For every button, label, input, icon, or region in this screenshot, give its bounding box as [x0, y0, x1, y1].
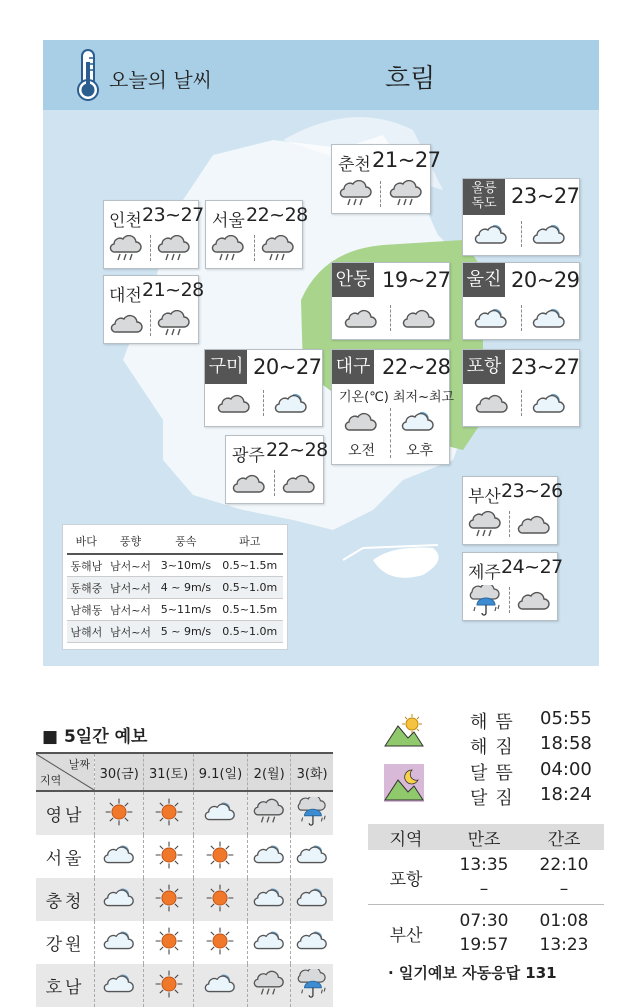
partly-cloudy-icon: [400, 408, 436, 436]
city-card-ulleung: [462, 178, 580, 256]
city-temp: 19~27: [382, 268, 451, 292]
sun-icon: [154, 883, 184, 913]
city-name: 대전: [109, 286, 142, 306]
city-tag: 포항: [463, 350, 505, 384]
moonrise-time: 04:00: [540, 759, 592, 780]
city-tag: 구미: [205, 350, 247, 384]
tide-place: 부산: [389, 925, 423, 946]
sea-header: 풍향: [106, 529, 156, 554]
table-row: 동해중 남서~서 4 ~ 9m/s 0.5~1.0m: [67, 577, 283, 599]
sunset-time: 18:58: [540, 733, 592, 754]
moonset-label: 달짐: [470, 788, 521, 809]
forecast-region: 강원: [45, 935, 85, 955]
sun-icon: [154, 840, 184, 870]
tide-table: [368, 824, 604, 961]
city-card-daejeon: [103, 275, 204, 344]
city-temp: 22~28: [266, 439, 328, 461]
cloud-icon: [515, 511, 551, 539]
city-tag: 울릉 독도: [463, 179, 505, 215]
partly-cloudy-icon: [102, 926, 136, 956]
sun-icon: [104, 797, 134, 827]
partly-cloudy-icon: [473, 305, 509, 333]
cloud-icon: [342, 408, 378, 436]
cloud-icon: [400, 305, 436, 333]
sea-header: 바다: [67, 529, 106, 554]
city-name: 광주: [232, 446, 265, 466]
cloud-rain-icon: [388, 180, 424, 208]
cloud-rain-icon: [210, 235, 246, 263]
today-condition: 흐림: [385, 64, 436, 94]
partly-cloudy-icon: [295, 883, 329, 913]
moonrise-label: 달뜸: [470, 763, 521, 784]
sun-icon: [205, 840, 235, 870]
moon-mountain-icon: [384, 764, 424, 802]
city-name: 부산: [468, 487, 501, 507]
partly-cloudy-icon: [252, 926, 286, 956]
sun-icon: [154, 797, 184, 827]
cloud-rain-icon: [156, 310, 192, 338]
forecast-region: 서울: [45, 849, 85, 869]
table-row: [36, 878, 333, 921]
sea-conditions-table: [62, 524, 288, 650]
city-card-daegu: [331, 349, 455, 465]
cloud-rain-icon: [156, 235, 192, 263]
city-card-chuncheon: [331, 144, 441, 214]
city-temp: 22~28: [246, 204, 308, 226]
city-temp: 23~27: [511, 355, 580, 379]
moonset-time: 18:24: [540, 784, 592, 805]
partly-cloudy-icon: [273, 390, 309, 418]
umbrella-rain-icon: [295, 969, 329, 999]
cloud-rain-icon: [252, 969, 286, 999]
partly-cloudy-icon: [531, 390, 567, 418]
city-card-incheon: [103, 200, 204, 269]
cloud-icon: [473, 390, 509, 418]
sun-icon: [205, 926, 235, 956]
partly-cloudy-icon: [203, 969, 237, 999]
city-tag: 울진: [463, 263, 505, 297]
table-row: 남해동 남서~서 5~11m/s 0.5~1.5m: [67, 599, 283, 621]
city-temp: 22~28: [382, 355, 451, 379]
partly-cloudy-icon: [295, 840, 329, 870]
map-title: 오늘의 날씨: [109, 68, 212, 92]
table-row: [36, 964, 333, 1007]
city-card-seoul: [205, 200, 308, 269]
umbrella-rain-icon: [467, 585, 503, 617]
partly-cloudy-icon: [203, 797, 237, 827]
forecast-corner: 날짜 지역: [36, 753, 95, 791]
city-name: 제주: [468, 563, 501, 583]
city-name: 춘천: [338, 155, 371, 175]
cloud-icon: [230, 470, 266, 498]
table-row: [36, 791, 333, 835]
footer-note: · 일기예보 자동응답 131: [388, 964, 557, 982]
partly-cloudy-icon: [102, 883, 136, 913]
forecast-day: 2(월): [248, 753, 291, 791]
cloud-icon: [342, 305, 378, 333]
city-tag: 안동: [332, 263, 374, 297]
city-card-pohang: [462, 349, 580, 427]
sea-header: 풍속: [155, 529, 216, 554]
sun-icon: [154, 926, 184, 956]
city-temp: 21~28: [142, 279, 204, 301]
partly-cloudy-icon: [295, 926, 329, 956]
forecast-day: 31(토): [144, 753, 193, 791]
tide-header: 간조: [524, 824, 604, 850]
city-name: 서울: [212, 211, 245, 231]
table-row: [36, 921, 333, 964]
cloud-rain-icon: [338, 180, 374, 208]
partly-cloudy-icon: [252, 840, 286, 870]
cloud-icon: [515, 587, 551, 615]
table-row: 동해남 남서~서 3~10m/s 0.5~1.5m: [67, 554, 283, 577]
sun-mountain-icon: [384, 712, 424, 748]
tide-header: 만조: [444, 824, 524, 850]
umbrella-rain-icon: [295, 797, 329, 827]
forecast-table: [36, 752, 333, 1007]
partly-cloudy-icon: [102, 840, 136, 870]
sun-icon: [154, 969, 184, 999]
cloud-rain-icon: [252, 797, 286, 827]
city-card-busan: [462, 476, 563, 545]
city-card-uljin: [462, 262, 580, 340]
legend-am: 오전: [348, 443, 376, 459]
sunrise-time: 05:55: [540, 708, 592, 729]
forecast-day: 3(화): [291, 753, 333, 791]
city-temp: 20~29: [511, 268, 580, 292]
cloud-icon: [215, 390, 251, 418]
table-row: [36, 835, 333, 878]
tide-place: 포항: [389, 869, 423, 890]
city-card-andong: [331, 262, 450, 340]
city-name: 인천: [109, 211, 142, 231]
cloud-icon: [108, 310, 144, 338]
sun-icon: [205, 883, 235, 913]
table-row: 부산 07:30 19:57 01:08 13:23: [368, 905, 604, 962]
city-tag: 대구: [332, 350, 374, 384]
cloud-rain-icon: [108, 235, 144, 263]
city-card-gumi: [204, 349, 323, 427]
forecast-region: 충청: [36, 878, 95, 921]
city-temp: 20~27: [253, 355, 322, 379]
forecast-day: 30(금): [95, 753, 144, 791]
partly-cloudy-icon: [531, 221, 567, 249]
sunrise-label: 해뜸: [470, 712, 521, 733]
forecast-title: ■ 5일간 예보: [42, 727, 148, 747]
city-card-gwangju: [225, 435, 328, 504]
city-temp: 23~27: [142, 204, 204, 226]
cloud-rain-icon: [260, 235, 296, 263]
partly-cloudy-icon: [531, 305, 567, 333]
legend-temp-label: 기온(℃) 최저~최고: [339, 390, 455, 405]
tide-header: 지역: [368, 824, 444, 850]
forecast-region: 호남: [36, 964, 95, 1007]
cloud-icon: [280, 470, 316, 498]
city-temp: 24~27: [501, 556, 563, 578]
city-temp: 23~26: [501, 480, 563, 502]
partly-cloudy-icon: [102, 969, 136, 999]
partly-cloudy-icon: [252, 883, 286, 913]
cloud-rain-icon: [467, 511, 503, 539]
city-temp: 21~27: [372, 148, 441, 172]
city-temp: 23~27: [511, 184, 580, 208]
sea-header: 파고: [216, 529, 283, 554]
sunset-label: 해짐: [470, 737, 521, 758]
city-card-jeju: [462, 552, 563, 621]
forecast-region: 영남: [36, 791, 95, 835]
partly-cloudy-icon: [473, 221, 509, 249]
table-row: 남해서 남서~서 5 ~ 9m/s 0.5~1.0m: [67, 621, 283, 643]
legend-pm: 오후: [406, 443, 434, 459]
forecast-day: 9.1(일): [193, 753, 247, 791]
table-row: 포항 13:35 – 22:10 –: [368, 850, 604, 905]
